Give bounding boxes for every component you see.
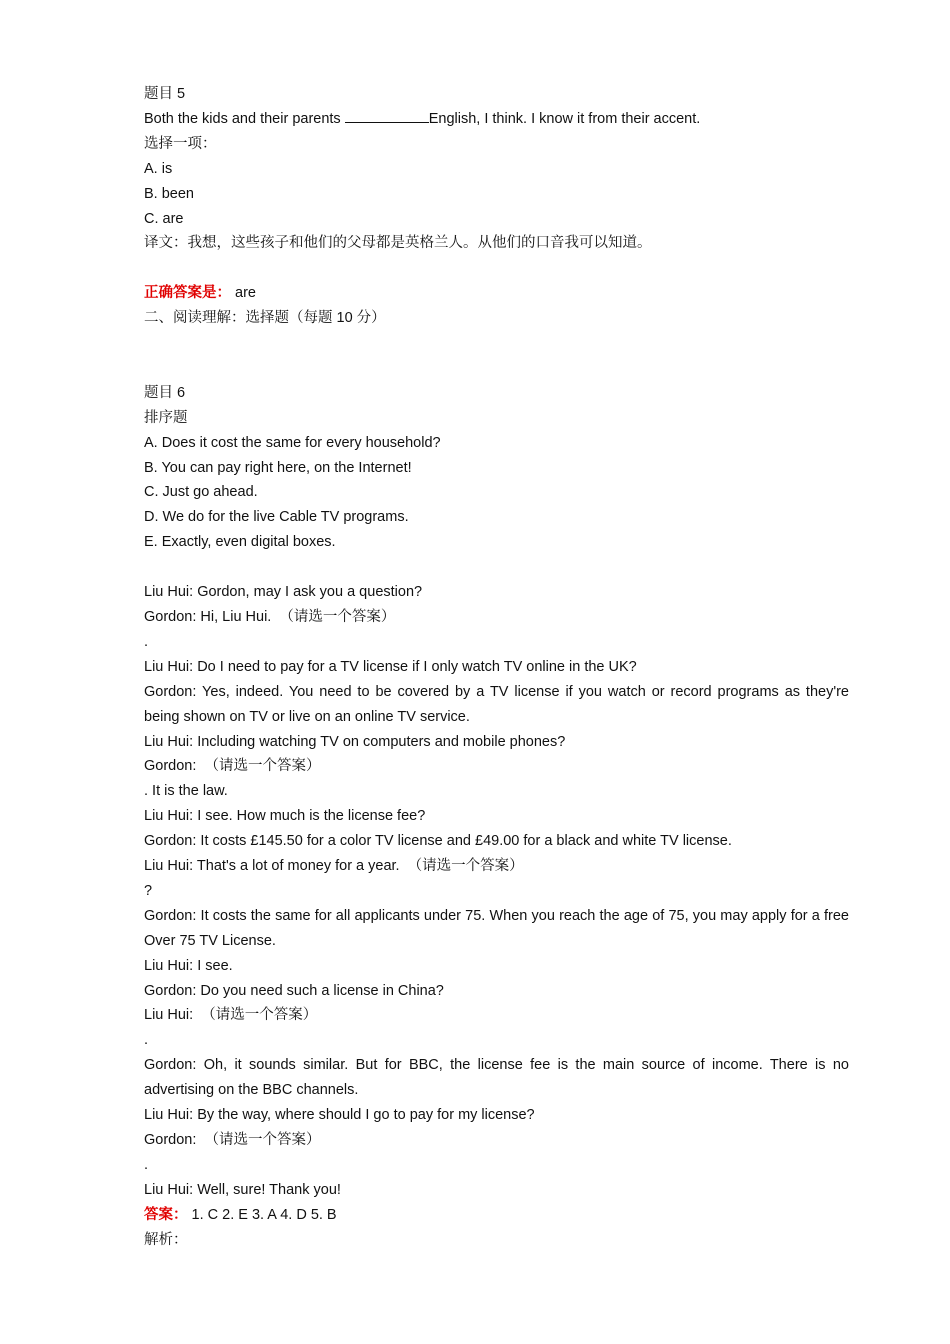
sort-option-d: D. We do for the live Cable TV programs.: [144, 509, 409, 526]
question-6-type: 排序题: [144, 409, 188, 426]
answer-key-label: 答案：: [144, 1206, 188, 1223]
stem-before-blank: Both the kids and their parents: [144, 110, 345, 127]
dialogue-line: Gordon: Yes, indeed. You need to be covered by a TV license if you watch or record programs as they're being shown on TV or live on an online TV service.: [144, 683, 849, 725]
dialogue-line: [144, 1003, 849, 1028]
dialogue-line: Liu Hui: I see.: [144, 957, 233, 974]
question-6-title: 题目 6: [144, 384, 186, 401]
stem-after-blank: English, I think. I know it from their accent.: [428, 110, 701, 127]
answer-select-placeholder[interactable]: （请选一个答案）: [204, 758, 321, 775]
dialogue-text: Liu Hui:: [144, 1007, 202, 1024]
option-b: B. been: [144, 185, 194, 202]
correct-answer: [144, 281, 849, 306]
dialogue-line: Gordon: It costs £145.50 for a color TV license and £49.00 for a black and white TV license.: [144, 833, 732, 850]
dialogue-line: [144, 854, 849, 879]
dialogue-line: Liu Hui: By the way, where should I go to pay for my license?: [144, 1107, 535, 1124]
answer-select-placeholder[interactable]: （请选一个答案）: [407, 858, 524, 875]
correct-answer-value: are: [231, 285, 256, 302]
dialogue-line: [144, 605, 849, 630]
dialogue-line: . It is the law.: [144, 783, 228, 800]
option-a: A. is: [144, 160, 173, 177]
answer-select-placeholder[interactable]: （请选一个答案）: [279, 608, 396, 625]
option-c: C. are: [144, 210, 184, 227]
sort-option-a: A. Does it cost the same for every household?: [144, 434, 441, 451]
question-5-stem: [144, 107, 849, 132]
dialogue-line: Gordon: Oh, it sounds similar. But for BBC, the license fee is the main source of income. There is no advertising on the BBC channels.: [144, 1057, 849, 1099]
dialogue-line: .: [144, 633, 149, 650]
sort-option-c: C. Just go ahead.: [144, 484, 258, 501]
dialogue-line: Liu Hui: Well, sure! Thank you!: [144, 1181, 341, 1198]
dialogue-line: .: [144, 1032, 149, 1049]
dialogue-line: [144, 754, 849, 779]
dialogue-line: Liu Hui: Gordon, may I ask you a question?: [144, 584, 423, 601]
analysis-label: 解析：: [144, 1231, 188, 1248]
answer-key: [144, 1203, 849, 1228]
dialogue-line: ?: [144, 882, 153, 899]
dialogue-line: .: [144, 1156, 149, 1173]
dialogue-line: Liu Hui: Do I need to pay for a TV license if I only watch TV online in the UK?: [144, 658, 637, 675]
dialogue-line: Gordon: Do you need such a license in China?: [144, 982, 444, 999]
translation: 译文：我想，这些孩子和他们的父母都是英格兰人。从他们的口音我可以知道。: [144, 235, 652, 252]
dialogue-line: Liu Hui: Including watching TV on computers and mobile phones?: [144, 733, 566, 750]
section-heading: 二、阅读理解：选择题（每题 10 分）: [144, 310, 386, 327]
question-5-title: 题目 5: [144, 86, 186, 102]
dialogue-line: [144, 1128, 849, 1153]
document-content: [144, 82, 849, 1253]
dialogue-text: Liu Hui: That's a lot of money for a year.: [144, 858, 408, 875]
answer-select-placeholder[interactable]: （请选一个答案）: [204, 1132, 321, 1149]
dialogue-line: Liu Hui: I see. How much is the license fee?: [144, 808, 426, 825]
sort-option-b: B. You can pay right here, on the Internet!: [144, 459, 412, 476]
dialogue-text: Gordon: Hi, Liu Hui.: [144, 608, 280, 625]
choose-one-label: 选择一项：: [144, 135, 217, 152]
fill-in-blank: [345, 108, 429, 123]
dialogue-text: Gordon:: [144, 1132, 205, 1149]
correct-answer-label: 正确答案是：: [144, 285, 231, 302]
dialogue-line: Gordon: It costs the same for all applicants under 75. When you reach the age of 75, you may apply for a free Over 75 TV License.: [144, 907, 849, 949]
answer-select-placeholder[interactable]: （请选一个答案）: [201, 1007, 318, 1024]
answer-key-value: 1. C 2. E 3. A 4. D 5. B: [187, 1206, 337, 1223]
sort-option-e: E. Exactly, even digital boxes.: [144, 534, 336, 551]
dialogue-text: Gordon:: [144, 758, 205, 775]
